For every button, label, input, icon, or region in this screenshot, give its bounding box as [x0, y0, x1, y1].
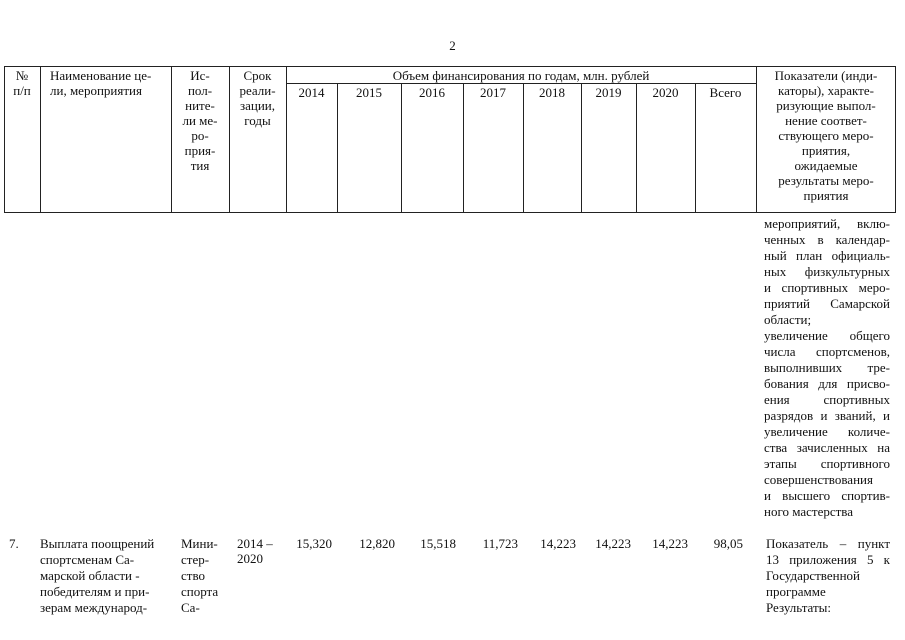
row7-name-line: марской области - [40, 568, 140, 583]
header-year-2018: 2018 [539, 85, 565, 100]
header-year-2014: 2014 [298, 85, 325, 100]
col-divider [895, 66, 896, 213]
row7-value-2020: 14,223 [652, 536, 688, 551]
row7-indicator-line: Результаты: [766, 600, 831, 615]
indicator-line: увеличение общего [764, 328, 890, 343]
indicator-line: ченных в календар- [764, 232, 890, 247]
indicator-line: бования для присво- [764, 376, 890, 391]
row7-indicator-line: 13 приложения 5 к [766, 552, 890, 567]
col-divider [337, 83, 338, 213]
row7-value-2014: 15,320 [296, 536, 332, 551]
header-year-2019: 2019 [595, 85, 622, 100]
row7-indicator-line: программе [766, 584, 826, 599]
col-divider [401, 83, 402, 213]
row7-indicator-line: Государственной [766, 568, 861, 583]
row7-name-line: Выплата поощрений [40, 536, 155, 551]
indicator-line: увеличение количе- [764, 424, 890, 439]
indicator-line: ного мастерства [764, 504, 854, 519]
row7-value-total: 98,05 [713, 536, 743, 551]
row7-executor-line: Мини- [181, 536, 218, 551]
row7-value-2019: 14,223 [595, 536, 631, 551]
header-total: Всего [709, 85, 742, 100]
financing-subheader-line [286, 83, 756, 84]
col-divider [523, 83, 524, 213]
indicator-line: и высшего спортив- [764, 488, 890, 503]
indicator-line: ных физкультурных [764, 264, 890, 279]
row7-number: 7. [9, 536, 19, 551]
indicator-line: ный план официаль- [764, 248, 890, 263]
header-year-2015: 2015 [356, 85, 382, 100]
header-term: Срок реали- зации, годы [239, 68, 276, 128]
indicator-line: этапы спортивного [764, 456, 890, 471]
indicator-line: мероприятий, вклю- [764, 216, 890, 231]
header-executors: Ис- пол- ните- ли ме- ро- прия- тия [182, 68, 218, 173]
indicator-line: разрядов и званий, и [764, 408, 890, 423]
row7-value-2015: 12,820 [359, 536, 395, 551]
table-top-border [4, 66, 895, 67]
col-divider [40, 66, 41, 213]
col-divider [463, 83, 464, 213]
indicator-line: совершенствования [764, 472, 873, 487]
header-name: Наименование це- ли, мероприятия [50, 68, 152, 98]
row7-name-line: победителям и при- [40, 584, 150, 599]
row7-indicator-line: Показатель – пункт [766, 536, 890, 551]
indicator-line: области; [764, 312, 812, 327]
row7-executor-line: ство [181, 568, 206, 583]
row7-value-2016: 15,518 [420, 536, 456, 551]
row7-value-2018: 14,223 [540, 536, 576, 551]
row7-executor-line: стер- [181, 552, 210, 567]
header-indicators: Показатели (инди- каторы), характе- ризующие выпол- нение соответ- ствующего меро- приятия, ожидаемые результаты меро- приятия [774, 68, 878, 203]
header-year-2020: 2020 [652, 85, 679, 100]
page-number: 2 [449, 38, 456, 53]
row7-value-2017: 11,723 [482, 536, 518, 551]
header-year-2016: 2016 [419, 85, 445, 100]
row7-executor-line: Са- [181, 600, 200, 615]
indicator-line: выполнивших тре- [764, 360, 890, 375]
col-divider [695, 83, 696, 213]
indicator-line: ства зачисленных на [764, 440, 890, 455]
row7-name-line: спортсменам Са- [40, 552, 135, 567]
header-num: № п/п [13, 68, 31, 98]
indicator-line: приятий Самарской [764, 296, 890, 311]
indicator-line: ения спортивных [764, 392, 890, 407]
indicator-line: и спортивных меро- [764, 280, 890, 295]
header-bottom-border [4, 212, 895, 213]
header-year-2017: 2017 [480, 85, 506, 100]
row7-executor-line: спорта [181, 584, 219, 599]
header-financing: Объем финансирования по годам, млн. рублей [392, 68, 650, 83]
row7-name-line: зерам международ- [40, 600, 148, 615]
indicator-line: числа спортсменов, [764, 344, 890, 359]
row7-term: 2014 – 2020 [237, 536, 273, 566]
col-divider [581, 83, 582, 213]
col-divider [636, 83, 637, 213]
